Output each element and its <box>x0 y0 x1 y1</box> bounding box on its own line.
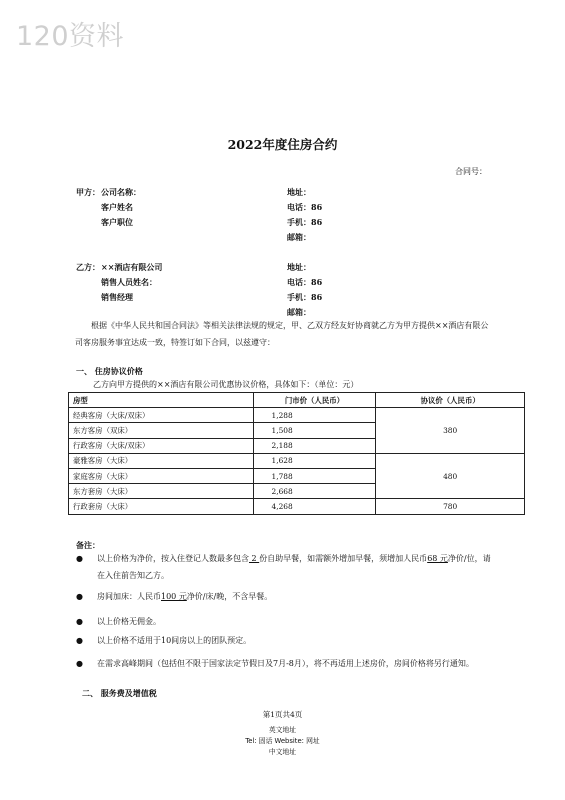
bullet-icon: ● <box>76 554 83 563</box>
room-type-cell: 经典客房（大床/双床） <box>69 408 254 423</box>
party-a-guest-title: 客户职位 <box>101 217 133 227</box>
rack-rate-cell: 4,268 <box>253 499 376 514</box>
agreed-rate-cell: 380 <box>376 408 525 454</box>
table-row <box>69 408 525 423</box>
room-type-cell: 豪雅客房（大床） <box>69 453 254 468</box>
rack-rate-cell: 2,188 <box>253 438 376 453</box>
header-room-type: 房型 <box>69 393 254 408</box>
note-4: 以上价格不适用于10间房以上的团队预定。 <box>97 636 252 645</box>
room-type-cell: 东方客房（双床） <box>69 423 254 438</box>
footer-en-address: 英文地址 <box>268 726 297 734</box>
party-a-guest-name: 客户姓名 <box>101 202 133 212</box>
contract-number-label: 合同号： <box>455 167 487 176</box>
document-title: 2022年度住房合约 <box>227 137 338 152</box>
note-3: 以上价格无佣金。 <box>97 617 161 626</box>
room-type-cell: 东方套房（大床） <box>69 484 254 499</box>
note-2: 房间加床：人民币100 元净价/床/晚，不含早餐。 <box>97 592 273 601</box>
party-a-phone: 电话：86 <box>287 202 323 212</box>
party-b-label: 乙方： <box>76 262 100 272</box>
agreed-rate-cell: 480 <box>376 453 525 499</box>
header-agreed-rate: 协议价（人民币） <box>376 393 525 408</box>
bullet-icon: ● <box>76 592 83 601</box>
party-b-mobile: 手机：86 <box>287 292 323 302</box>
party-a-mobile: 手机：86 <box>287 217 323 227</box>
party-b-address: 地址： <box>287 262 311 272</box>
party-b-sales-manager: 销售经理 <box>101 292 133 302</box>
footer-contact: Tel: 固话 Website: 网址 <box>245 737 320 745</box>
page-number: 第1页共4页 <box>262 710 303 719</box>
rack-rate-cell: 1,288 <box>253 408 376 423</box>
table-row <box>69 499 525 514</box>
bullet-icon: ● <box>76 636 83 645</box>
rate-table <box>68 392 525 515</box>
party-a-company: 公司名称： <box>101 187 141 197</box>
table-row <box>69 453 525 468</box>
room-type-cell: 家庭客房（大床） <box>69 468 254 483</box>
room-type-cell: 行政客房（大床/双床） <box>69 438 254 453</box>
bullet-icon: ● <box>76 617 83 626</box>
rack-rate-cell: 2,668 <box>253 484 376 499</box>
note-1: 以上价格为净价，按入住登记人数最多包含 2 份自助早餐，如需额外增加早餐，须增加人民币68 元净价/位，请在入住前告知乙方。 <box>97 554 491 580</box>
header-rack-rate: 门市价（人民币） <box>253 393 376 408</box>
intro-paragraph: 根据《中华人民共和国合同法》等相关法律法规的规定，甲、乙双方经友好协商就乙方为甲方提供××酒店有限公司客房服务事宜达成一致，特签订如下合同，以兹遵守： <box>75 321 489 347</box>
rack-rate-cell: 1,628 <box>253 453 376 468</box>
agreed-rate-cell: 780 <box>376 499 525 514</box>
party-b-company: ××酒店有限公司 <box>101 262 163 272</box>
watermark: 120资料 <box>16 21 125 52</box>
section-1-heading: 一、 住房协议价格 <box>76 366 143 376</box>
note-5: 在需求高峰期间（包括但不限于国家法定节假日及7月-8月），将不再适用上述房价，房间价格将另行通知。 <box>97 659 474 668</box>
rack-rate-cell: 1,788 <box>253 468 376 483</box>
footer-cn-address: 中文地址 <box>268 748 297 756</box>
section-1-description: 乙方向甲方提供的××酒店有限公司优惠协议价格，具体如下：（单位：元） <box>93 380 359 389</box>
section-2-heading: 二、 服务费及增值税 <box>82 688 157 698</box>
notes-heading: 备注： <box>76 540 100 550</box>
rack-rate-cell: 1,508 <box>253 423 376 438</box>
party-a-address: 地址： <box>287 187 311 197</box>
party-b-sales-name: 销售人员姓名： <box>101 277 157 287</box>
party-b-email: 邮箱： <box>287 307 311 317</box>
party-a-email: 邮箱： <box>287 232 311 242</box>
party-a-label: 甲方： <box>76 187 100 197</box>
room-type-cell: 行政套房（大床） <box>69 499 254 514</box>
party-b-phone: 电话：86 <box>287 277 323 287</box>
table-header-row <box>69 393 525 408</box>
bullet-icon: ● <box>76 659 83 668</box>
